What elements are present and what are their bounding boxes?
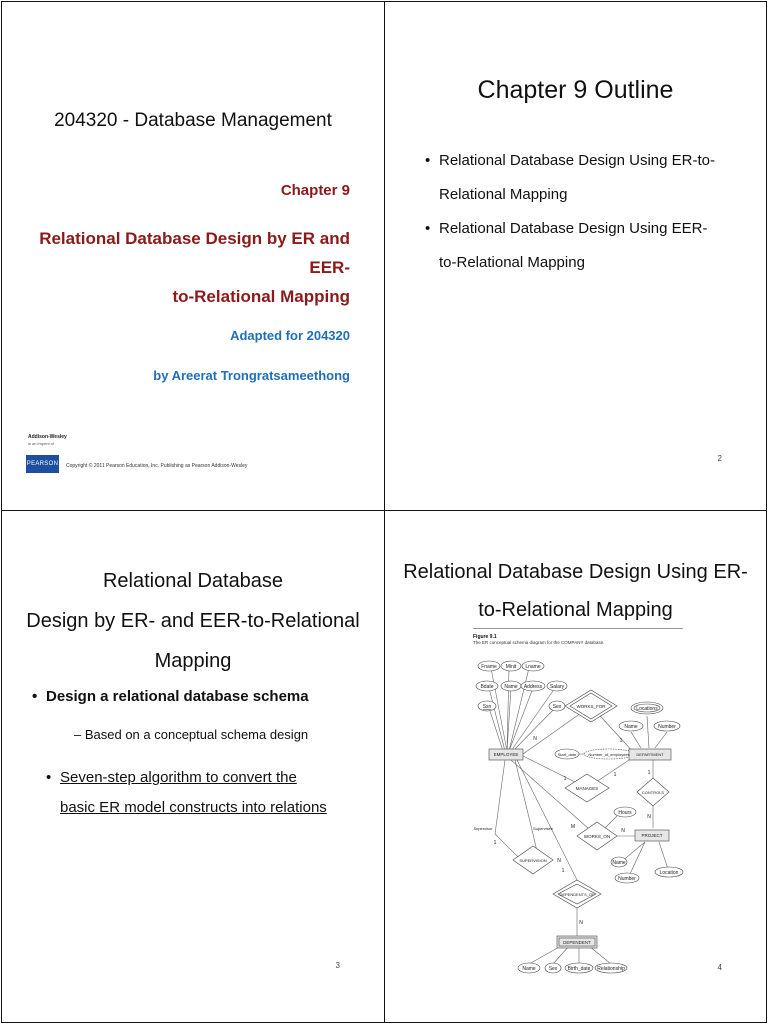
page-number: 4 (717, 963, 722, 972)
page-number: 3 (335, 961, 340, 970)
attr-address: Address (523, 684, 543, 690)
attr-proj-number: Number (618, 876, 636, 882)
author-line: by Areerat Trongratsameethong (153, 368, 350, 383)
course-title: 204320 - Database Management (54, 110, 332, 131)
adapted-note: Adapted for 204320 (230, 328, 350, 343)
attr-sex: Sex (552, 704, 562, 710)
er-diagram (469, 646, 689, 976)
slide-title-line-1: Relational Database Design Using ER- (403, 561, 748, 583)
slide-4 (384, 510, 767, 1023)
entity-project: PROJECT (641, 833, 663, 838)
copyright-text: Copyright © 2011 Pearson Education, Inc. Publishing as Pearson Addison-Wesley (66, 463, 248, 469)
card-dependents-1: 1 (561, 868, 565, 874)
attr-salary: Salary (549, 684, 565, 690)
attr-bdate: Bdate (480, 684, 494, 690)
attr-birth-date: Birth_date (567, 966, 591, 972)
card-works-for-n: N (533, 736, 537, 742)
publisher-name: Addison-Wesley (28, 434, 67, 440)
card-manages-1b: 1 (613, 772, 617, 778)
outline-title: Chapter 9 Outline (477, 76, 674, 104)
attr-dep-sex: Sex (548, 966, 558, 972)
card-manages-1a: 1 (563, 776, 567, 782)
slide-2 (384, 1, 767, 511)
attr-dep-name: Name (522, 966, 536, 972)
attr-name: Name (504, 684, 518, 690)
entity-employee: EMPLOYEE (493, 752, 519, 757)
rel-works-for: WORKS_FOR (576, 704, 606, 709)
publisher-sub: is an imprint of (28, 441, 55, 446)
attr-number-of-employees: Number_of_employees (588, 752, 630, 757)
attr-dept-number: Number (658, 724, 676, 730)
chapter-heading (30, 224, 350, 311)
role-supervisee: Supervisee (532, 826, 554, 831)
chapter-label: Chapter 9 (280, 182, 350, 199)
outline-item: • Relational Database Design Using ER-to-Relational Mapping (425, 144, 715, 212)
slide-3 (1, 510, 385, 1023)
bullet-seven-step (60, 763, 335, 823)
attr-ssn: Ssn (482, 704, 492, 710)
page-number: 2 (717, 454, 722, 463)
slide-title-line-1: Relational Database (102, 570, 284, 592)
slide-title-line-3: Mapping (154, 650, 232, 672)
rel-works-on: WORKS_ON (583, 834, 611, 839)
slide-title-line-2: Design by ER- and EER-to-Relational (26, 610, 360, 632)
chapter-heading-line-2: to-Relational Mapping (172, 287, 350, 306)
attr-proj-name: Name (612, 860, 626, 866)
card-controls-1: 1 (647, 770, 651, 776)
bullet-seven-step-text: Seven-step algorithm to convert the basic ER model constructs into relations (60, 769, 327, 816)
attr-dept-name: Name (624, 724, 638, 730)
card-works-on-n: N (621, 828, 625, 834)
figure-caption: The ER conceptual schema diagram for the COMPANY database. (473, 640, 605, 645)
role-supervisor: Supervisor (473, 826, 493, 831)
card-controls-n: N (647, 814, 651, 820)
chapter-heading-line-1: Relational Database Design by ER and EER- (39, 229, 350, 277)
outline-list (425, 144, 715, 280)
attr-fname: Fname (481, 664, 497, 670)
card-works-on-m: M (570, 824, 576, 830)
rel-supervision: SUPERVISION (519, 858, 547, 863)
rel-controls: CONTROLS (641, 790, 665, 795)
slide-1 (1, 1, 385, 511)
entity-dependent: DEPENDENT (563, 940, 591, 945)
card-works-for-1: 1 (619, 738, 623, 744)
card-supervision-n: N (557, 858, 561, 864)
attr-hours: Hours (618, 810, 632, 816)
attr-lname: Lname (525, 664, 541, 670)
entity-department: DEPARTMENT (636, 752, 664, 757)
rel-dependents-of: DEPENDENTS_OF (559, 892, 595, 897)
card-supervision-1: 1 (493, 840, 497, 846)
attr-relationship: Relationship (597, 966, 625, 972)
pearson-logo: PEARSON (26, 455, 59, 473)
card-dependents-n: N (579, 920, 583, 926)
slide-title (385, 553, 766, 629)
title-rule (473, 628, 683, 629)
sub-bullet-conceptual: – Based on a conceptual schema design (74, 727, 309, 742)
bullet-design-schema: • Design a relational database schema (46, 688, 309, 705)
rel-manages: MANAGES (575, 786, 599, 791)
figure-label: Figure 9.1 (473, 634, 497, 640)
slide-title (2, 561, 384, 681)
attr-minit: Minit (505, 664, 517, 670)
outline-item: • Relational Database Design Using EER-to-Relational Mapping (425, 212, 715, 280)
attr-location: Location (659, 870, 679, 876)
attr-locations: Locations (636, 706, 658, 712)
slide-title-line-2: to-Relational Mapping (478, 599, 673, 621)
attr-start-date: Start_date (557, 752, 577, 757)
